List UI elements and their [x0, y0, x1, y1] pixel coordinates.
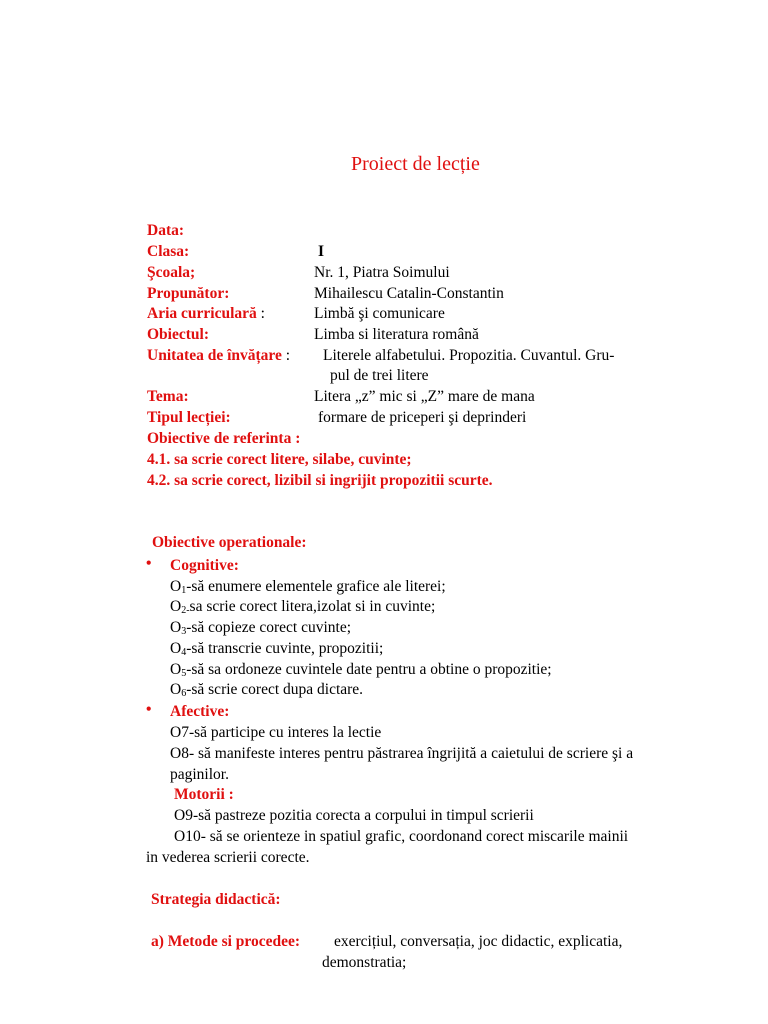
motorii-item: O10- să se orienteze in spatiul grafic, coordonand corect miscarile mainii [174, 828, 629, 845]
page-title: Proiect de lecție [351, 153, 480, 175]
field-value-unitatea-cont: pul de trei litere [330, 367, 429, 384]
metode-label: a) Metode si procedee: [151, 933, 301, 950]
field-value-aria: Limbă şi comunicare [314, 305, 445, 322]
field-value-tema: Litera „z” mic si „Z” mare de mana [314, 388, 535, 405]
field-aria [147, 304, 265, 324]
motorii-item: O9-să pastreze pozitia corecta a corpului in timpul scrierii [174, 807, 534, 824]
strategia-heading: Strategia didactică: [151, 891, 281, 908]
field-label-propunator: Propunător: [147, 285, 230, 302]
field-label-aria: Aria curriculară [147, 305, 257, 322]
field-value-unitatea: Literele alfabetului. Propozitia. Cuvantul. Gru- [323, 347, 615, 364]
obiective-operationale-heading: Obiective operationale: [152, 534, 307, 551]
field-value-obiectul: Limba si literatura română [314, 326, 479, 343]
cognitive-item: $O_6-să$ scrie corect dupa dictare. [170, 681, 364, 699]
field-value-scoala: Nr. 1, Piatra Soimului [314, 264, 450, 281]
field-label-clasa: Clasa: [147, 243, 190, 260]
field-value-clasa: I [318, 243, 325, 260]
cognitive-item: $O_5-să$ sa ordoneze cuvintele date pentru a obtine o propozitie; [170, 661, 552, 679]
obiective-referinta-heading: Obiective de referinta : [147, 430, 301, 447]
field-label-data: Data: [147, 222, 185, 239]
field-label-obiectul: Obiectul: [147, 326, 209, 343]
field-label-tema: Tema: [147, 388, 189, 405]
field-sep-aria: : [256, 305, 265, 322]
cognitive-item: $O_3-să$ copieze corect cuvinte; [170, 619, 352, 637]
afective-heading: Afective: [170, 703, 230, 720]
bullet-icon: • [146, 701, 152, 718]
field-label-tipul: Tipul lecției: [147, 409, 231, 426]
afective-item: O7-să participe cu interes la lectie [170, 724, 382, 741]
obiectiv-referinta-item: 4.1. sa scrie corect litere, silabe, cuvinte; [147, 451, 412, 468]
afective-item: paginilor. [170, 766, 229, 783]
metode-text: exercițiul, conversația, joc didactic, explicatia, [334, 933, 623, 950]
field-label-scoala: Şcoala; [147, 264, 196, 281]
field-value-tipul: formare de priceperi şi deprinderi [318, 409, 527, 426]
field-unitatea [147, 346, 290, 366]
cognitive-item: $O_1-să$ enumere elementele grafice ale literei; [170, 578, 446, 596]
motorii-item: in vederea scrierii corecte. [146, 849, 310, 866]
motorii-heading: Motorii : [174, 786, 234, 803]
obiectiv-referinta-item: 4.2. sa scrie corect, lizibil si ingrijit propozitii scurte. [147, 472, 493, 489]
field-sep-unitatea: : [281, 347, 291, 364]
bullet-icon: • [146, 555, 152, 572]
cognitive-item: $O_4-să$ transcrie cuvinte, propozitii; [170, 640, 384, 658]
cognitive-heading: Cognitive: [170, 557, 239, 574]
field-label-unitatea: Unitatea de învățare [147, 347, 282, 364]
cognitive-item: $O_{2-}sa$ scrie corect litera,izolat si in cuvinte; [170, 598, 436, 616]
metode-text-cont: demonstratia; [322, 954, 407, 971]
field-value-propunator: Mihailescu Catalin-Constantin [314, 285, 504, 302]
afective-item: O8- să manifeste interes pentru păstrarea îngrijită a caietului de scriere şi a [170, 745, 634, 762]
